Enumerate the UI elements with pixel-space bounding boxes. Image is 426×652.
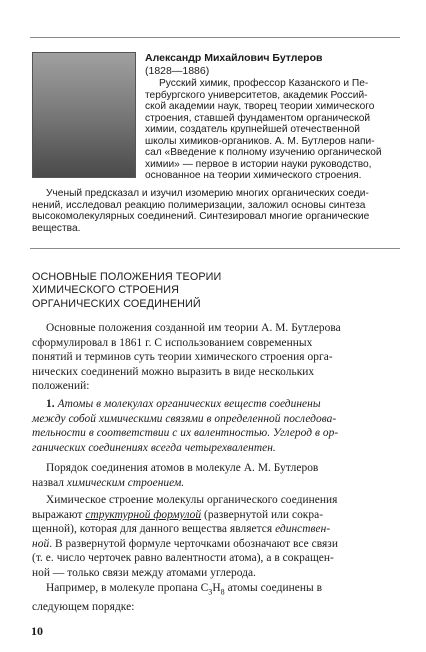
structure-line-3	[32, 522, 402, 537]
structure-prefix: выражают	[32, 508, 86, 521]
bio-full-line: Ученый предсказал и изучил изомерию многих органических соеди-	[46, 188, 369, 199]
structure-suffix: (развернутой или сокра-	[201, 508, 324, 521]
bio-line: тербургского университетов, академик Россий-	[145, 89, 368, 101]
point-1-line: между собой химическими связями в определенной последова-	[32, 412, 337, 425]
intro-line: понятий и терминов суть теории химического строения орга-	[32, 351, 333, 364]
bio-text-column	[145, 78, 401, 182]
bio-full-line: вещества.	[32, 222, 81, 234]
structure-paragraph	[32, 493, 402, 581]
bio-line: строения, ставшей фундаментом органической	[145, 112, 371, 124]
intro-line: нических соединений можно выразить в виде нескольких	[32, 365, 315, 378]
example-subscript: 3	[208, 587, 213, 597]
order-line: Порядок соединения атомов в молекуле А. М. Бутлеров	[46, 462, 319, 474]
bio-full-line: нений, исследовал реакцию полимеризации, заложил основы синтеза	[32, 199, 366, 211]
point-1-line: ганических соединениях всегда четырехвалентен.	[32, 441, 276, 454]
order-paragraph	[32, 461, 402, 490]
example-mid: Н	[212, 582, 221, 594]
intro-line: Основные положения созданной им теории А. М. Бутлерова	[46, 322, 341, 334]
bio-years: (1828—1886)	[145, 65, 210, 77]
bio-text-full	[32, 188, 404, 234]
bio-full-line: высокомолекулярных соединений. Синтезировал многие органические	[32, 211, 370, 223]
order-line-2	[32, 476, 402, 491]
structure-term-2a: единствен-	[275, 523, 331, 536]
bio-name: Александр Михайлович Бутлеров	[145, 52, 323, 64]
bio-line: химии, создатель крупнейшей отечественной	[145, 124, 360, 135]
structure-term: структурной формулой	[85, 508, 202, 521]
example-suffix: атомы соединены в	[224, 582, 323, 594]
structure-line: (т. е. число черточек равно валентности атома), а в сокращен-	[32, 552, 334, 565]
point-1-line: Атомы в молекулах органических веществ соединены	[57, 398, 321, 410]
example-line: следующем порядке:	[32, 600, 135, 613]
bio-bottom-rule	[30, 248, 400, 249]
section-heading-line: ОРГАНИЧЕСКИХ СОЕДИНЕНИЙ	[32, 297, 201, 310]
bio-line: сал «Введение к полному изучению органической	[145, 147, 382, 158]
example-subscript: 8	[220, 587, 225, 597]
intro-paragraph	[32, 321, 402, 394]
point-1-paragraph	[32, 397, 402, 455]
portrait-photo	[32, 52, 136, 178]
example-paragraph	[32, 581, 402, 614]
top-rule	[30, 37, 400, 38]
point-1-line: тельности в соответствии с их валентностью. Углерод в ор-	[32, 427, 339, 440]
page-number: 10	[31, 624, 43, 638]
point-1-first-line	[32, 397, 402, 412]
point-1-number: 1.	[46, 398, 55, 410]
bio-line: ской академии наук, творец теории химического	[145, 101, 375, 112]
structure-prefix-3: щенной), которая для данного вещества является	[32, 523, 276, 536]
order-term: химическим строением.	[66, 476, 185, 489]
bio-line: основанное на теории химического строения.	[145, 170, 362, 181]
structure-suffix-4: . В развернутой формуле черточками обозначают все связи	[49, 537, 338, 550]
section-heading-line: ХИМИЧЕСКОГО СТРОЕНИЯ	[32, 284, 180, 297]
example-line	[32, 581, 402, 600]
bio-line: Русский химик, профессор Казанского и Пе-	[159, 78, 369, 89]
bio-line: школы химиков-органиков. А. М. Бутлеров напи-	[145, 135, 375, 147]
order-prefix: назвал	[32, 476, 67, 489]
intro-line: положений:	[32, 380, 90, 393]
structure-line-2	[32, 508, 402, 523]
bio-line: химии» — первое в истории науки руководство,	[145, 158, 372, 170]
section-heading-line: ОСНОВНЫЕ ПОЛОЖЕНИЯ ТЕОРИИ	[32, 271, 222, 283]
structure-line: Химическое строение молекулы органического соединения	[46, 494, 338, 506]
section-heading	[32, 271, 402, 311]
example-prefix: Например, в молекуле пропана С	[46, 582, 209, 594]
structure-line: ной — только связи между атомами углерода.	[32, 566, 256, 579]
structure-term-2b: ной	[32, 537, 50, 550]
intro-line: сформулировал в 1861 г. С использованием современных	[32, 336, 313, 349]
structure-line-4	[32, 537, 402, 552]
